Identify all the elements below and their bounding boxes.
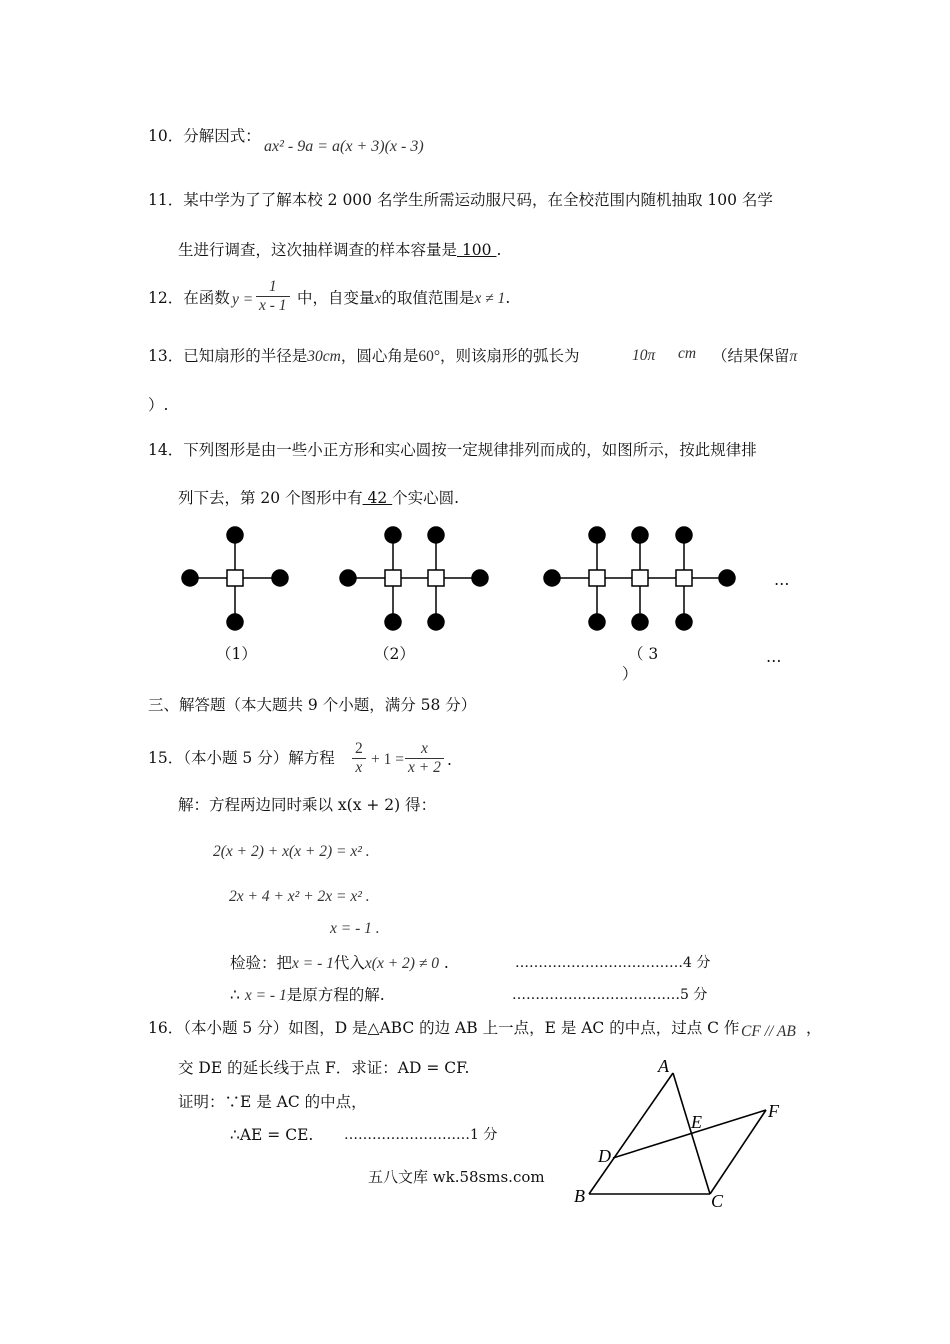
q12-answer: x ≠ 1 — [474, 290, 506, 307]
q11-text2: 生进行调查，这次抽样调查的样本容量是 — [178, 241, 458, 259]
pattern-label-1: （1） — [216, 645, 257, 663]
point-c-label: C — [711, 1191, 724, 1211]
fraction-numerator: 1 — [256, 278, 290, 297]
q13-radius: 30cm — [307, 348, 341, 365]
q15-step2: 2x + 4 + x² + 2x = x² . — [229, 888, 370, 905]
q13-pi: π — [789, 348, 798, 365]
question-number: 10． — [148, 127, 184, 145]
q15-check-expr: x(x + 2) ≠ 0 — [364, 955, 439, 972]
q10-text: 分解因式： — [183, 127, 261, 145]
point-f-label: F — [768, 1101, 779, 1121]
q16-proof2: ∴AE = CE. — [230, 1126, 314, 1144]
pattern-continue-2: … — [766, 648, 782, 666]
question-number: 16． — [148, 1019, 184, 1037]
q13-text: 已知扇形的半径是 — [183, 347, 308, 365]
watermark-text: 五八文库 wk.58sms.com — [368, 1168, 545, 1186]
q12-text: 在函数 — [183, 289, 230, 307]
q15-check-text2: 代入 — [333, 954, 365, 972]
q15-eq-end: . — [447, 751, 452, 769]
q10-answer: ax² - 9a = a(x + 3)(x - 3) — [264, 138, 424, 155]
q16-text: （本小题 5 分）如图，D 是△ABC 的边 AB 上一点，E 是 AC 的中点，过点 C 作 — [183, 1019, 740, 1037]
segment-df — [613, 1110, 766, 1158]
q15-sol1: 解：方程两边同时乘以 x(x + 2) 得： — [178, 796, 437, 814]
q12-lhs: y = — [232, 291, 254, 308]
pattern-label-3: （ 3 — [628, 645, 659, 663]
q15-check-end: . — [438, 954, 449, 972]
question-number: 12． — [148, 289, 184, 307]
q15-root: x = - 1 — [244, 987, 287, 1004]
q13-close: ）. — [148, 396, 169, 414]
question-number: 11． — [148, 191, 184, 209]
fraction-denominator: x — [355, 759, 363, 776]
pattern-continue: … — [774, 571, 790, 589]
q15-step1: 2(x + 2) + x(x + 2) = x² . — [213, 843, 370, 860]
q15-check-value: x = - 1 — [292, 955, 334, 972]
q14-end: 个实心圆. — [392, 489, 460, 507]
q16-proof1: 证明：∵E 是 AC 的中点， — [178, 1093, 367, 1111]
q16-score-1: ………………………1 分 — [344, 1127, 498, 1143]
point-b-label: B — [574, 1186, 585, 1206]
q15-plus: + 1 = — [371, 751, 404, 768]
q13-text4: （结果保留 — [712, 347, 790, 365]
q16-parallel: CF // AB — [741, 1023, 796, 1040]
pattern-label-2: （2） — [374, 645, 415, 663]
q12-text3: 的取值范围是 — [381, 289, 475, 307]
q14-text: 下列图形是由一些小正方形和实心圆按一定规律排列而成的，如图所示，按此规律排 — [183, 441, 757, 459]
q15-conclusion-text: 是原方程的解. — [286, 986, 385, 1004]
q13-angle: 60° — [418, 348, 441, 365]
question-number: 14． — [148, 441, 184, 459]
q15-score-4: ………………………………4 分 — [515, 955, 711, 971]
point-e-label: E — [691, 1112, 702, 1132]
fraction-numerator: 2 — [352, 740, 366, 759]
q16-comma: ， — [806, 1019, 822, 1037]
pattern-label-3-close: ） — [622, 665, 638, 683]
question-number: 15． — [148, 749, 184, 767]
q15-check-text: 检验：把 — [230, 954, 293, 972]
q15-score-5: ………………………………5 分 — [512, 987, 708, 1003]
q12-text2: 中，自变量 — [297, 289, 375, 307]
q15-step3: x = - 1 . — [330, 920, 380, 937]
q11-text: 某中学为了了解本校 2 000 名学生所需运动服尺码，在全校范围内随机抽取 100 名学 — [183, 191, 773, 209]
q12-end: . — [505, 289, 511, 307]
q14-text2: 列下去，第 20 个图形中有 — [178, 489, 363, 507]
fraction-denominator: x - 1 — [259, 297, 287, 314]
q13-answer: 10π — [632, 347, 656, 364]
fraction-denominator: x + 2 — [408, 759, 441, 776]
q13-unit: cm — [678, 345, 697, 362]
section-heading: 三、解答题（本大题共 9 个小题，满分 58 分） — [148, 696, 477, 714]
q13-text2: ，圆心角是 — [340, 347, 419, 365]
point-d-label: D — [598, 1146, 611, 1166]
q16-line2: 交 DE 的延长线于点 F．求证：AD = CF. — [178, 1059, 470, 1077]
q13-text3: ，则该扇形的弧长为 — [440, 347, 580, 365]
fraction-numerator: x — [405, 740, 444, 759]
segment-cf — [710, 1110, 766, 1194]
q15-text: （本小题 5 分）解方程 — [183, 749, 335, 767]
question-number: 13． — [148, 347, 184, 365]
q11-end: . — [496, 241, 502, 259]
therefore-symbol: ∴ — [230, 986, 240, 1004]
q14-answer: 42 — [362, 489, 393, 507]
q11-answer: 100 — [457, 241, 497, 259]
point-a-label: A — [658, 1056, 669, 1076]
segment-ab — [589, 1073, 673, 1194]
q12-var: x — [374, 290, 382, 307]
